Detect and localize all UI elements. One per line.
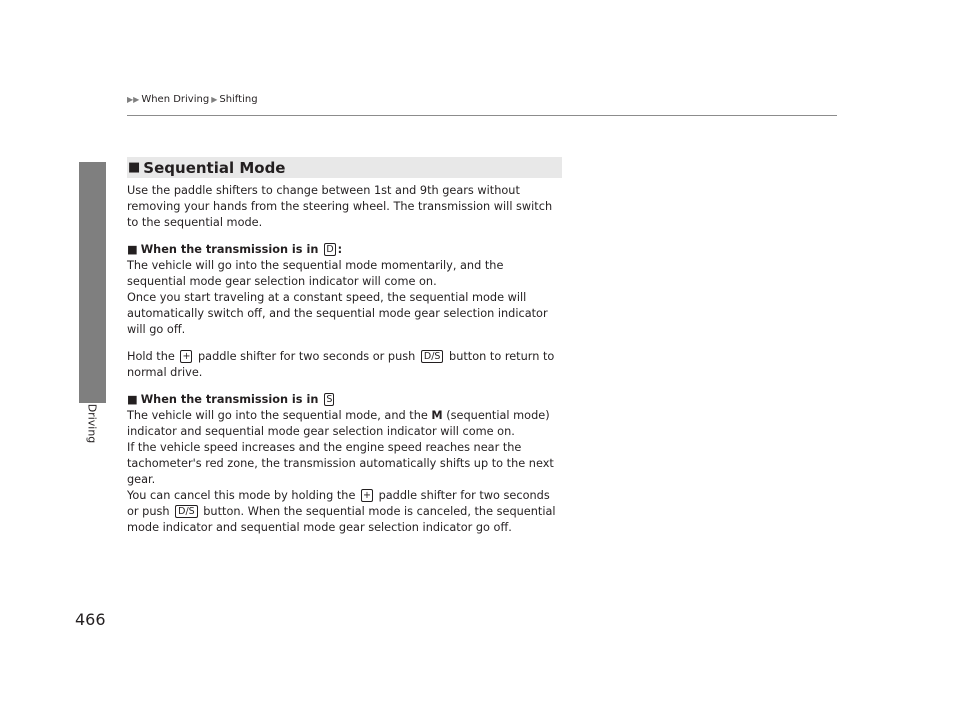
ds-button-key-icon: D/S [175,505,198,518]
breadcrumb [127,94,258,105]
section-header [127,157,562,178]
square-bullet-icon: ■ [127,393,138,406]
section-title: Sequential Mode [143,158,286,177]
d-mode-paragraph-1: The vehicle will go into the sequential mode momentarily, and the sequential mode gear selection indicator will come on. [127,259,504,288]
chapter-tab [79,162,106,403]
ds-button-key-icon: D/S [421,350,444,363]
header-divider [127,115,837,116]
m-indicator-label: M [431,409,443,422]
breadcrumb-item-when-driving[interactable]: When Driving [141,94,210,105]
main-content [127,157,562,536]
s-position-key-icon: S [326,394,333,405]
d-mode-return-instruction: Hold the + paddle shifter for two seconds or push D/S button to return to normal drive. [127,350,555,379]
square-bullet-icon: ■ [127,243,138,256]
page-number: 466 [75,610,106,629]
d-mode-heading: ■ When the transmission is in D : [127,243,343,256]
square-bullet-icon: ■ [128,159,141,175]
plus-paddle-key-icon: + [182,351,191,362]
s-mode-paragraph-1: The vehicle will go into the sequential mode, and the M (sequential mode) indicator and sequential mode gear selection indicator will come on. [127,409,550,438]
d-mode-paragraph-2: Once you start traveling at a constant speed, the sequential mode will automatically switch off, and the sequential mode gear selection indicator will go off. [127,291,548,336]
s-mode-heading: ■ When the transmission is in S [127,393,333,406]
s-mode-paragraph-2: If the vehicle speed increases and the engine speed reaches near the tachometer's red zone, the transmission automatically shifts up to the next gear. [127,441,554,486]
s-mode-paragraph-3: You can cancel this mode by holding the + paddle shifter for two seconds or push D/S button. When the sequential mode is canceled, the sequential mode indicator and sequential mode gear selection indicator go off. [127,489,556,534]
breadcrumb-item-shifting[interactable]: Shifting [219,94,258,105]
chapter-label: Driving [85,403,99,443]
d-position-key-icon: D [326,244,334,255]
plus-paddle-key-icon: + [363,490,371,501]
section-intro: Use the paddle shifters to change between 1st and 9th gears without removing your hands from the steering wheel. The transmission will switch to the sequential mode. [127,184,553,229]
breadcrumb-arrow-icon: ▶ [211,95,218,104]
breadcrumb-arrow-icon: ▶▶ [127,95,140,104]
